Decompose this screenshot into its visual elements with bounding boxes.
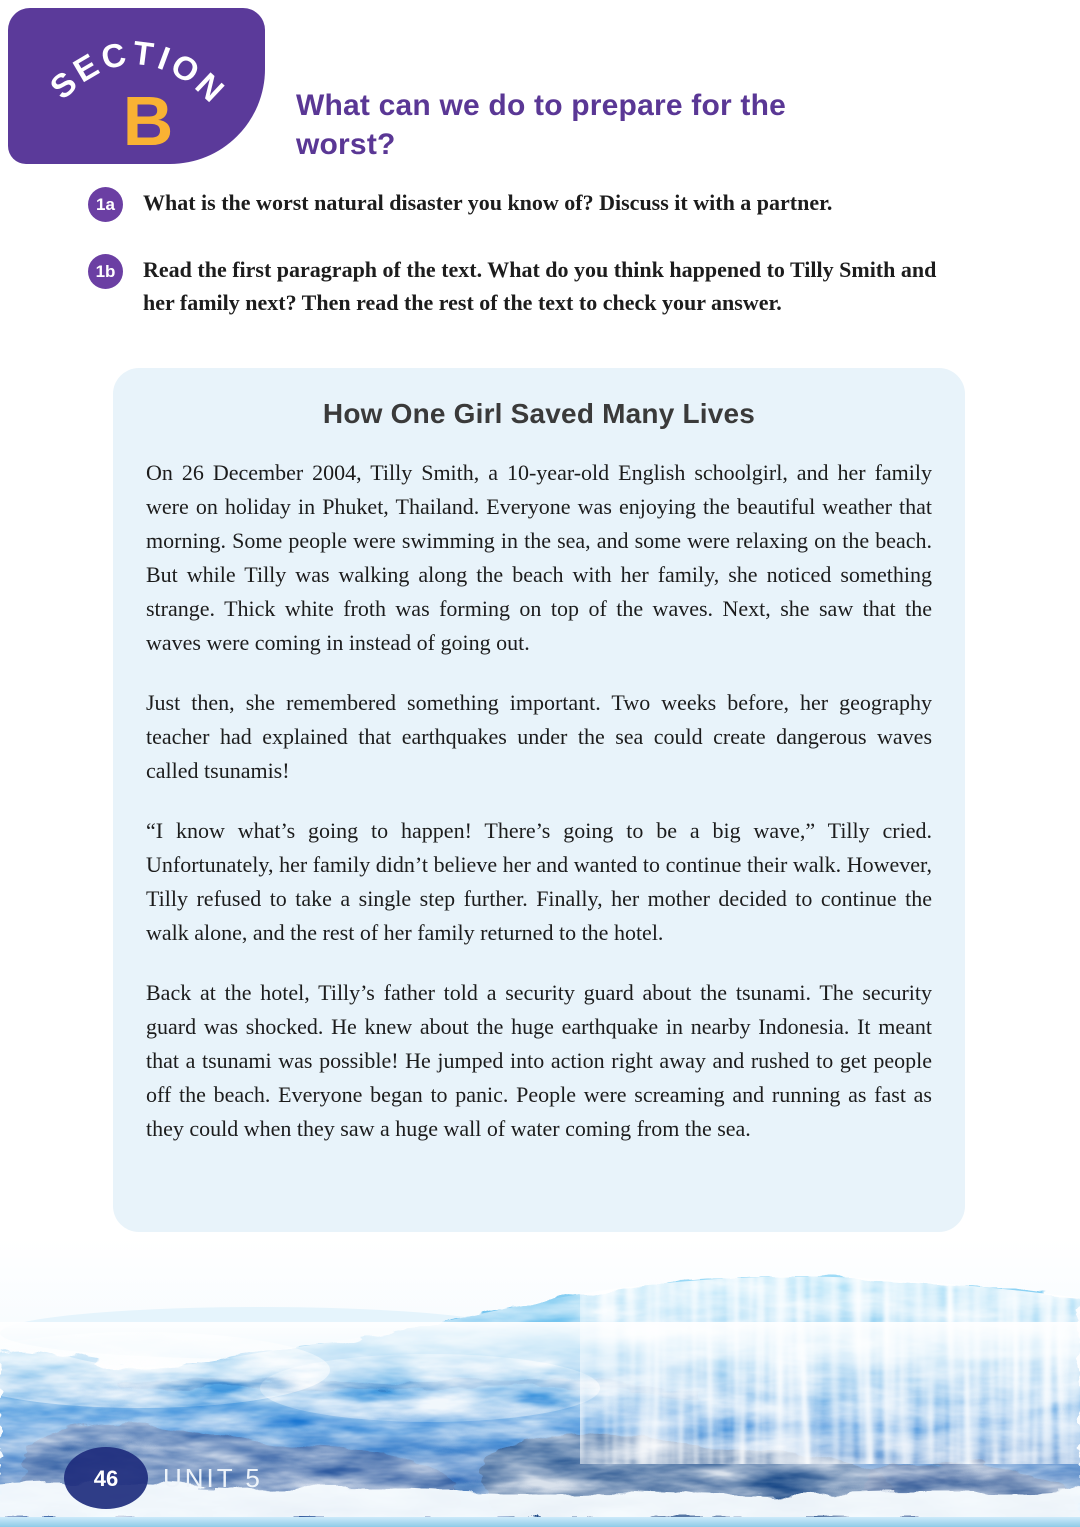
reading-card <box>113 368 965 1232</box>
reading-paragraph-2: Just then, she remembered something important. Two weeks before, her geography teacher had explained that earthquakes under the sea could create dangerous waves called tsunamis! <box>146 690 932 783</box>
section-badge-art <box>8 8 265 164</box>
task-text-1a: What is the worst natural disaster you know of? Discuss it with a partner. <box>143 190 833 215</box>
task-text-1b: Read the first paragraph of the text. What do you think happened to Tilly Smith and her family next? Then read the rest of the text to check your answer. <box>143 257 937 315</box>
section-letter: B <box>122 82 174 160</box>
task-row-1b <box>88 253 948 319</box>
unit-label: UNIT 5 <box>163 1463 263 1493</box>
wave-bottom-strip <box>0 1517 1080 1527</box>
section-badge <box>8 8 265 164</box>
section-label-text: SECTION <box>42 33 235 112</box>
reading-paragraph-4: Back at the hotel, Tilly’s father told a security guard about the tsunami. The security guard was shocked. He knew about the huge earthquake in nearby Indonesia. It meant that a tsunami was possible! He jumped into action right away and rushed to get people off the beach. Everyone began to panic. People were screaming and running as fast as they could when they saw a huge wall of water coming from the sea. <box>146 980 932 1141</box>
reading-paragraph-1: On 26 December 2004, Tilly Smith, a 10-year-old English schoolgirl, and her family were on holiday in Phuket, Thailand. Everyone was enjoying the beautiful weather that morning. Some people were swimming in the sea, and some were relaxing on the beach. But while Tilly was walking along the beach with her family, she noticed something strange. Thick white froth was forming on top of the waves. Next, she saw that the waves were coming in instead of going out. <box>146 460 932 655</box>
reading-paragraph-3: “I know what’s going to happen! There’s going to be a big wave,” Tilly cried. Unfortunately, her family didn’t believe her and wanted to continue their walk. However, Tilly refused to take a single step further. Finally, her mother decided to continue the walk alone, and the rest of her family returned to the hotel. <box>146 818 932 945</box>
page-number: 46 <box>93 1466 119 1491</box>
task-badge-1b: 1b <box>88 254 123 289</box>
ocean-wave-photo <box>0 1238 1080 1527</box>
page-title: What can we do to prepare for the worst? <box>296 89 786 162</box>
task-row-1a <box>88 186 948 222</box>
reading-title: How One Girl Saved Many Lives <box>322 398 756 429</box>
task-badge-1a: 1a <box>88 187 123 222</box>
wave-mist <box>0 1322 1080 1396</box>
